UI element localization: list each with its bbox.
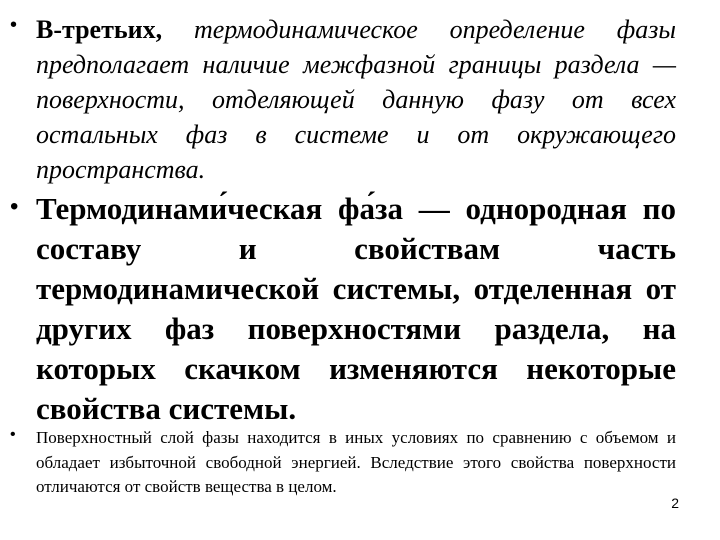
- bullet-item-phase-definition: [10, 189, 676, 429]
- bullet-lead: В-третьих,: [36, 15, 163, 44]
- bullet-marker: •: [10, 193, 19, 220]
- bullet-item-phase-boundary: [10, 12, 676, 187]
- bullet-text: [36, 12, 676, 187]
- bullet-item-surface-layer: [10, 426, 676, 500]
- bullet-body: термодинамическое определение фазы предполагает наличие межфазной границы раздела — поверхности, отделяющей данную фазу от всех остальных фаз в системе и от окружающего пространства.: [36, 15, 676, 184]
- bullet-marker: •: [10, 14, 18, 36]
- bullet-marker: •: [10, 426, 16, 443]
- bullet-text: Термодинами́ческая фа́за — однородная по составу и свойствам часть термодинамической системы, отделенная от других фаз поверхностями раздела, на которых скачком изменяются некоторые свойства системы.: [36, 191, 676, 426]
- page-number: 2: [671, 495, 679, 511]
- bullet-text: Поверхностный слой фазы находится в иных условиях по сравнению с объемом и обладает избыточной свободной энергией. Вследствие этого свойства поверхности отличаются от свойств вещества в целом.: [36, 428, 676, 496]
